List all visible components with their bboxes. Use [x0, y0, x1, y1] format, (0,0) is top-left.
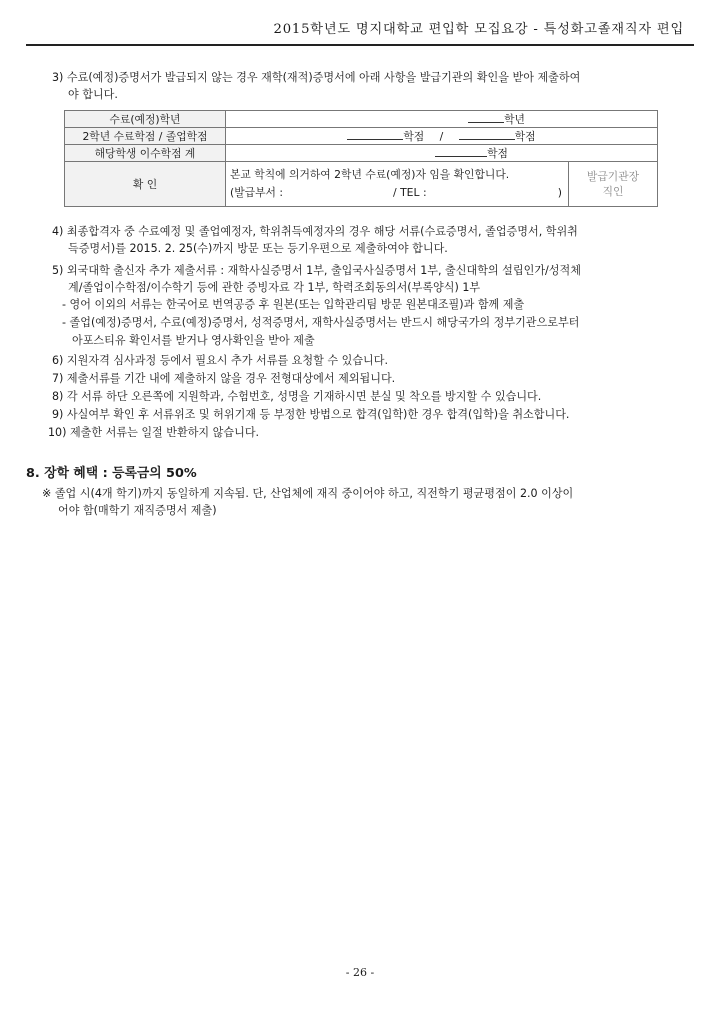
page-header: 2015학년도 명지대학교 편입학 모집요강 - 특성화고졸재직자 편입	[273, 22, 684, 37]
credits-field	[226, 128, 658, 145]
list-item: 5) 외국대학 출신자 추가 제출서류 : 재학사실증명서 1부, 출입국사실증명서 1부, 출신대학의 설립인가/성적체	[52, 264, 581, 277]
blank-line	[468, 111, 504, 123]
confirmation-text	[226, 162, 569, 207]
list-item: - 졸업(예정)증명서, 수료(예정)증명서, 성적증명서, 재학사실증명서는 반드시 해당국가의 정부기관으로부터	[62, 316, 580, 329]
row-label: 2학년 수료학점 / 졸업학점	[65, 128, 226, 145]
list-item: 득증명서)를 2015. 2. 25(수)까지 방문 또는 등기우편으로 제출하여야 합니다.	[68, 242, 448, 255]
row-label: 확 인	[65, 162, 226, 207]
confirmation-statement: 본교 학칙에 의거하여 2학년 수료(예정)자 임을 확인합니다.	[230, 168, 510, 181]
table-row	[65, 162, 658, 207]
seal-label-1: 발급기관장	[586, 170, 640, 183]
official-seal-box	[569, 162, 658, 207]
table-row	[65, 111, 658, 128]
item-3-line-1: 3) 수료(예정)증명서가 발급되지 않는 경우 재학(재적)증명서에 아래 사항을 발급기관의 확인을 받아 제출하여	[52, 71, 581, 84]
page-number: - 26 -	[345, 966, 375, 979]
close-paren: )	[557, 186, 562, 199]
row-label: 해당학생 이수학점 계	[65, 145, 226, 162]
scholarship-note-line-1: ※ 졸업 시(4개 학기)까지 동일하게 지속됨. 단, 산업체에 재직 중이어야 하고, 직전학기 평균평점이 2.0 이상이	[42, 487, 574, 500]
list-item: 6) 지원자격 심사과정 등에서 필요시 추가 서류를 요청할 수 있습니다.	[52, 354, 388, 367]
list-item: 10) 제출한 서류는 일절 반환하지 않습니다.	[48, 426, 260, 439]
list-item: 4) 최종합격자 중 수료예정 및 졸업예정자, 학위취득예정자의 경우 해당 서류(수료증명서, 졸업증명서, 학위취	[52, 225, 578, 238]
issuer-line	[230, 184, 564, 202]
unit-label: 학년	[504, 113, 525, 126]
blank-line	[347, 128, 403, 140]
seal-label-2: 직인	[602, 185, 624, 198]
list-item: 7) 제출서류를 기간 내에 제출하지 않을 경우 전형대상에서 제외됩니다.	[52, 372, 396, 385]
item-3-line-2: 야 합니다.	[68, 88, 118, 101]
unit-label: 학점	[403, 130, 425, 143]
list-item: - 영어 이외의 서류는 한국어로 번역공증 후 원본(또는 입학관리팀 방문 원본대조필)과 함께 제출	[62, 298, 525, 311]
list-item: 아포스티유 확인서를 받거나 영사확인을 받아 제출	[72, 334, 315, 347]
blank-line	[435, 145, 487, 157]
header-rule	[26, 44, 694, 46]
separator: /	[439, 130, 444, 143]
section-8-heading: 8. 장학 혜택 : 등록금의 50%	[26, 466, 197, 481]
table-row	[65, 145, 658, 162]
unit-label: 학점	[514, 130, 536, 143]
table-row	[65, 128, 658, 145]
scholarship-note-line-2: 어야 함(매학기 재직증명서 제출)	[58, 504, 217, 517]
grade-field	[226, 111, 658, 128]
issuing-dept-label: (발급부서 :	[230, 186, 284, 199]
list-item: 9) 사실여부 확인 후 서류위조 및 허위기재 등 부정한 방법으로 합격(입학)한 경우 합격(입학)을 취소합니다.	[52, 408, 570, 421]
completion-confirmation-table	[64, 110, 658, 207]
blank-line	[459, 128, 515, 140]
total-credits-field	[226, 145, 658, 162]
tel-label: / TEL :	[393, 186, 427, 199]
row-label: 수료(예정)학년	[65, 111, 226, 128]
unit-label: 학점	[487, 147, 508, 160]
list-item: 8) 각 서류 하단 오른쪽에 지원학과, 수험번호, 성명을 기재하시면 분실 및 착오를 방지할 수 있습니다.	[52, 390, 542, 403]
list-item: 계/졸업이수학점/이수학기 등에 관한 증빙자료 각 1부, 학력조회동의서(부록양식) 1부	[68, 281, 481, 294]
